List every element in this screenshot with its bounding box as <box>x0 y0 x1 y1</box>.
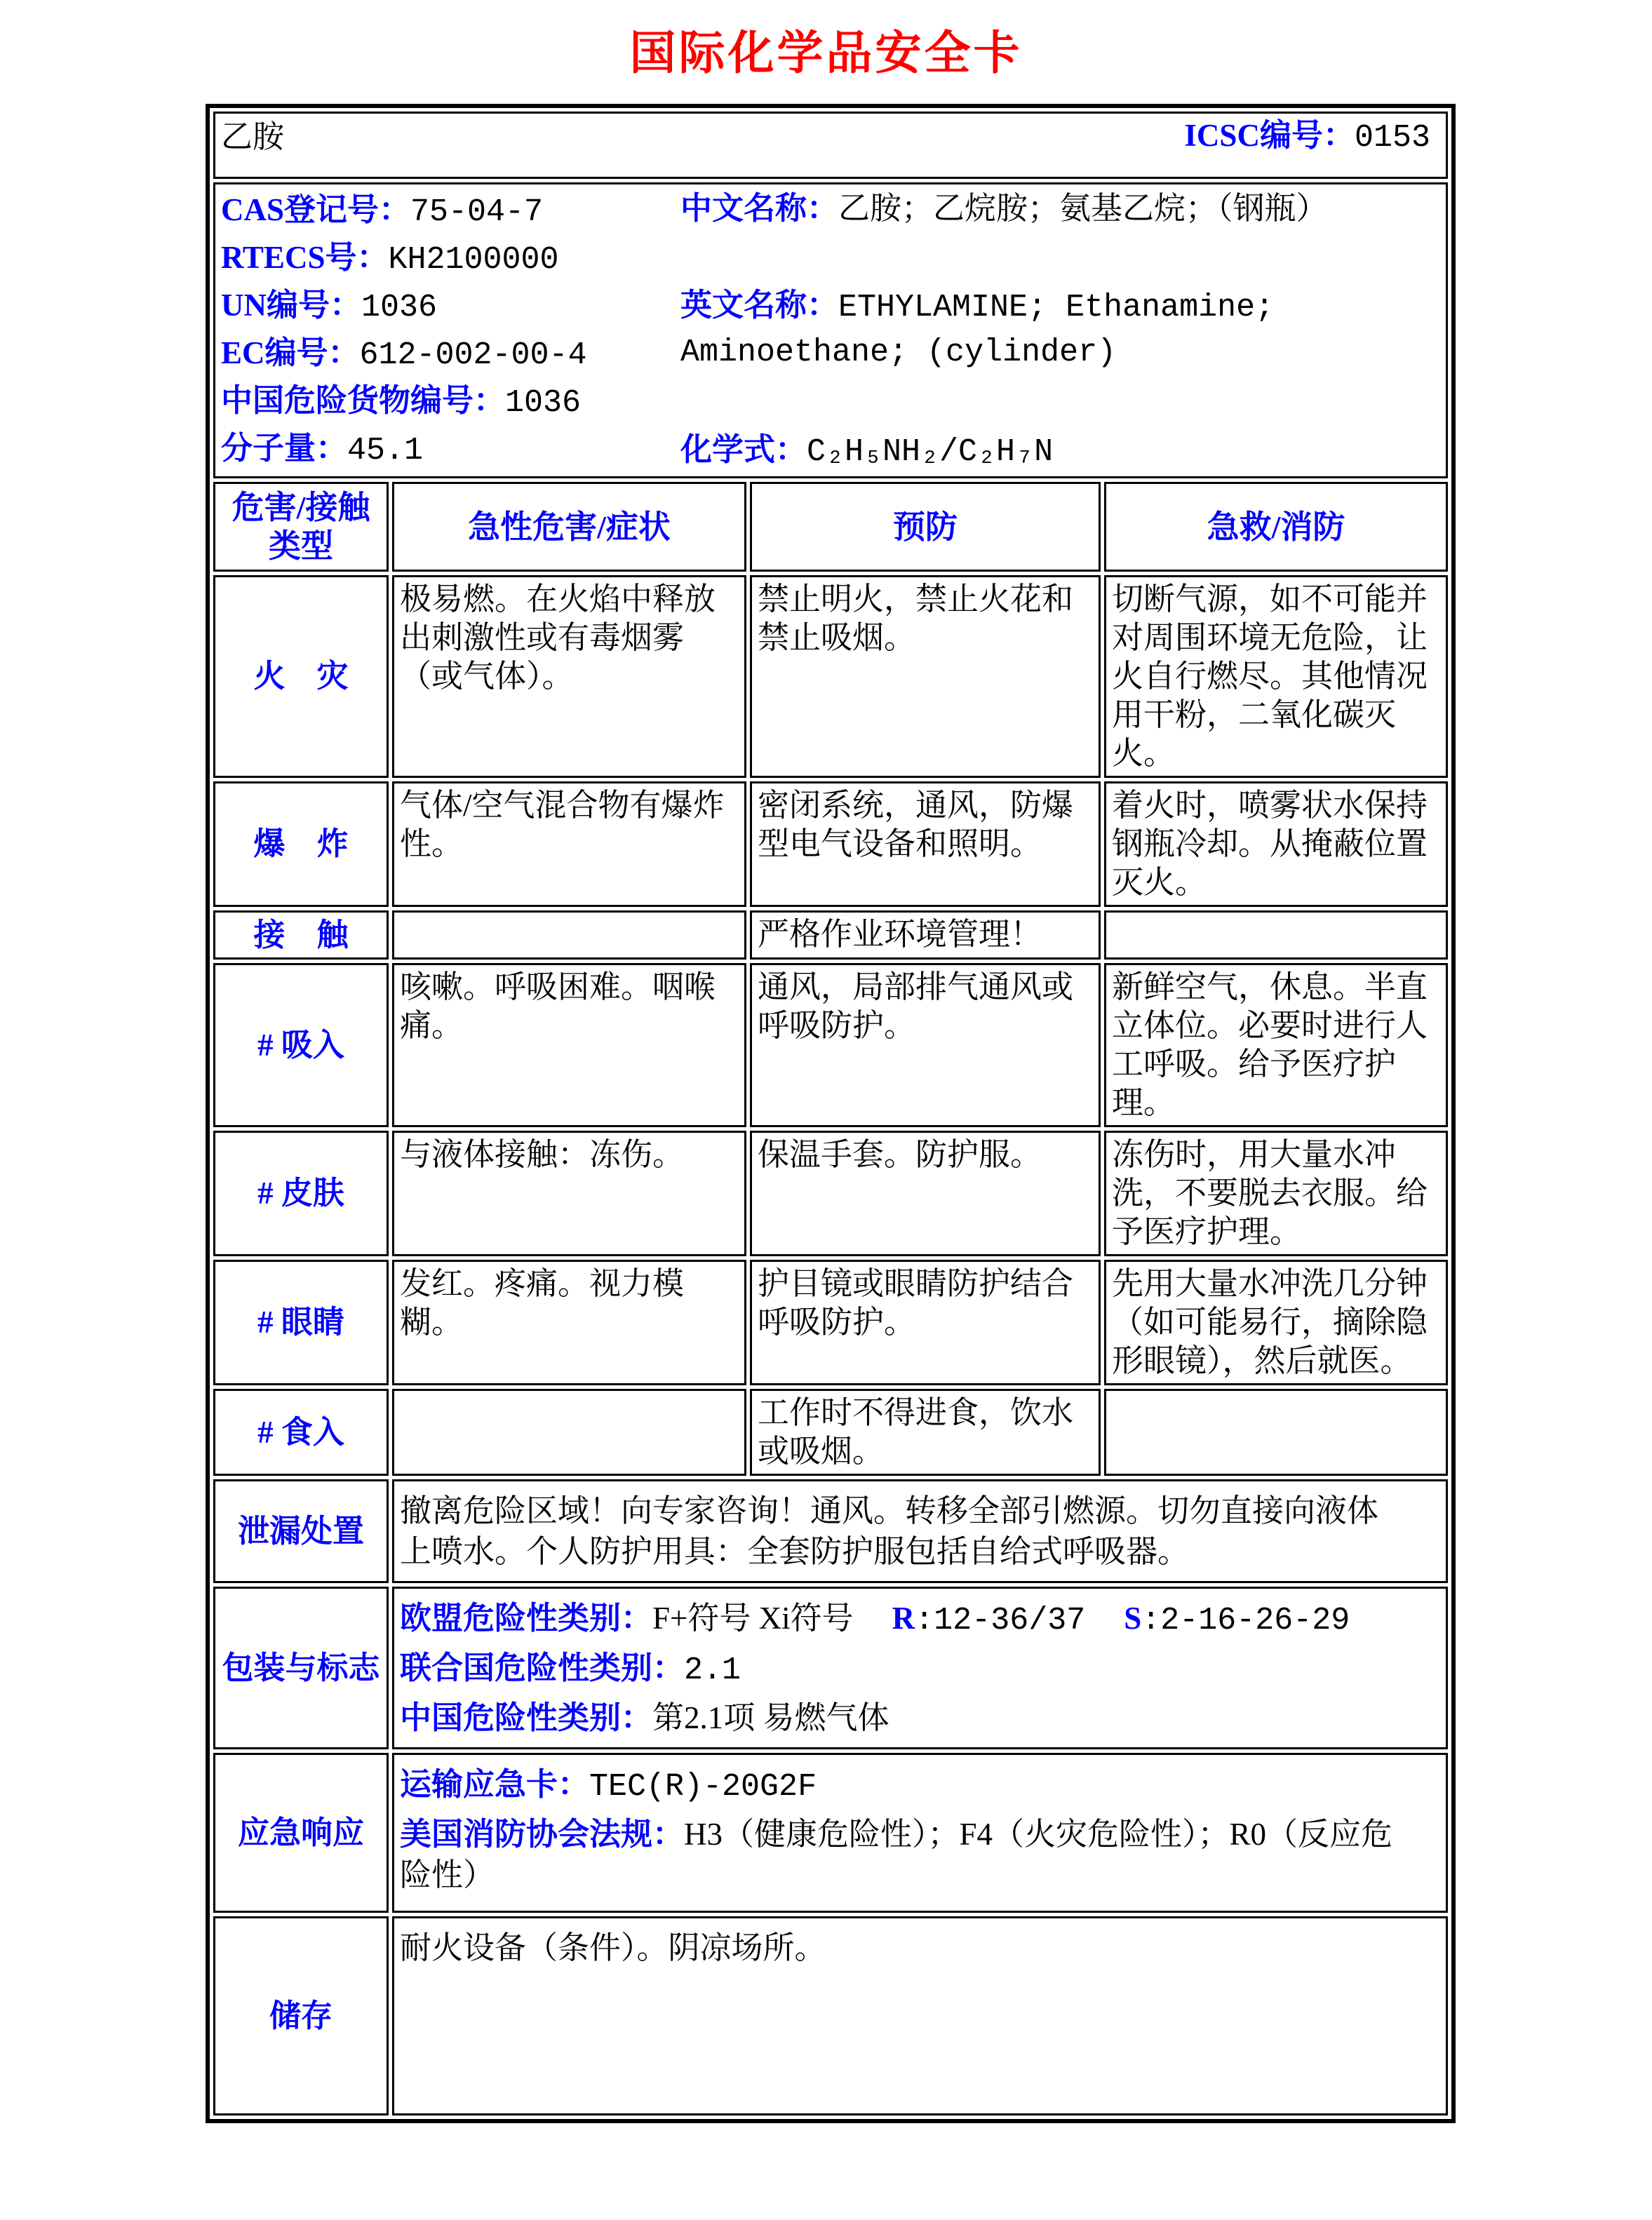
icsc-number-group <box>1184 116 1440 157</box>
chinese-name-label: 中文名称： <box>680 191 839 226</box>
r-phrases-value: :12-36/37 <box>915 1603 1086 1639</box>
inhalation-prevention: 通风，局部排气通风或呼吸防护。 <box>750 963 1101 1127</box>
china-dg-number-line <box>221 378 680 426</box>
explosion-response: 着火时，喷雾状水保持钢瓶冷却。从掩蔽位置灭火。 <box>1104 781 1448 907</box>
storage-label: 储存 <box>213 1916 389 2115</box>
packaging-labelling-label: 包装与标志 <box>213 1587 389 1749</box>
hazard-type-fire: 火 灾 <box>213 575 389 778</box>
explosion-symptoms: 气体/空气混合物有爆炸性。 <box>392 781 746 907</box>
storage-row <box>213 1916 1448 2115</box>
emergency-response-content <box>392 1753 1448 1913</box>
hazard-type-skin: # 皮肤 <box>213 1131 389 1256</box>
packaging-labelling-row <box>213 1587 1448 1749</box>
un-hazard-class-label: 联合国危险性类别： <box>400 1650 685 1686</box>
hazard-row-fire <box>213 575 1448 778</box>
header-first-aid: 急救/消防 <box>1104 482 1448 572</box>
china-dg-number-value: 1036 <box>505 385 582 421</box>
packaging-labelling-content <box>392 1587 1448 1749</box>
nfpa-code-line <box>400 1814 1407 1895</box>
english-name-label: 英文名称： <box>680 288 839 323</box>
s-phrases-label: S <box>1124 1601 1142 1636</box>
rtecs-number-value: KH2100000 <box>388 242 559 278</box>
inhalation-response: 新鲜空气，休息。半直立体位。必要时进行人工呼吸。给予医疗护理。 <box>1104 963 1448 1127</box>
spill-disposal-text: 撤离危险区域！向专家咨询！通风。转移全部引燃源。切勿直接向液体上喷水。个人防护用具：全套防护服包括自给式呼吸器。 <box>400 1493 1379 1569</box>
cas-number-label: CAS登记号： <box>221 192 411 227</box>
un-hazard-class-line <box>400 1648 1407 1691</box>
chemical-name: 乙胺 <box>221 119 285 154</box>
hazard-row-explosion <box>213 781 1448 907</box>
english-name-line <box>680 284 1382 374</box>
spill-disposal-label: 泄漏处置 <box>213 1479 389 1583</box>
ec-number-line <box>221 330 680 378</box>
explosion-prevention: 密闭系统，通风，防爆型电气设备和照明。 <box>750 781 1101 907</box>
hazard-type-eyes: # 眼睛 <box>213 1260 389 1385</box>
storage-content <box>392 1916 1448 2115</box>
spill-disposal-row <box>213 1479 1448 1583</box>
ingestion-symptoms <box>392 1389 746 1476</box>
hazard-type-inhalation: # 吸入 <box>213 963 389 1127</box>
identifier-list <box>221 187 680 473</box>
inhalation-symptoms: 咳嗽。呼吸困难。咽喉痛。 <box>392 963 746 1127</box>
r-phrases-label: R <box>892 1601 915 1636</box>
ec-number-label: EC编号： <box>221 335 360 370</box>
un-number-line <box>221 283 680 330</box>
hazard-type-explosion: 爆 炸 <box>213 781 389 907</box>
chemical-formula-value: C₂H₅NH₂/C₂H₇N <box>807 434 1054 470</box>
cas-number-value: 75-04-7 <box>410 194 544 230</box>
page-title: 国际化学品安全卡 <box>629 28 1023 79</box>
icsc-card-table <box>206 104 1456 2123</box>
s-phrases-value: :2-16-26-29 <box>1141 1603 1350 1639</box>
molecular-weight-line <box>221 426 680 473</box>
chinese-name-line <box>680 187 1440 229</box>
rtecs-number-label: RTECS号： <box>221 240 389 275</box>
cas-number-line <box>221 187 680 235</box>
contact-prevention: 严格作业环境管理！ <box>750 910 1101 960</box>
fire-prevention: 禁止明火，禁止火花和禁止吸烟。 <box>750 575 1101 778</box>
un-number-value: 1036 <box>361 290 438 325</box>
china-dg-number-label: 中国危险货物编号： <box>221 383 506 418</box>
china-hazard-class-label: 中国危险性类别： <box>400 1700 653 1735</box>
china-hazard-class-line <box>400 1697 1407 1738</box>
chemical-formula-line <box>680 429 1440 473</box>
un-number-label: UN编号： <box>221 288 361 323</box>
eu-hazard-class-value: F+符号 Xi符号 <box>652 1601 854 1636</box>
hazard-row-inhalation <box>213 963 1448 1127</box>
nfpa-code-label: 美国消防协会法规： <box>400 1817 685 1852</box>
header-hazard-type: 危害/接触类型 <box>213 482 389 572</box>
spill-disposal-content <box>392 1479 1448 1583</box>
eyes-symptoms: 发红。疼痛。视力模糊。 <box>392 1260 746 1385</box>
english-name-value: ETHYLAMINE; Ethanamine; Aminoethane; (cylinder) <box>680 290 1275 370</box>
molecular-weight-label: 分子量： <box>221 431 348 466</box>
contact-symptoms <box>392 910 746 960</box>
hazard-type-contact: 接 触 <box>213 910 389 960</box>
eu-hazard-class-label: 欧盟危险性类别： <box>400 1601 653 1636</box>
emergency-response-row <box>213 1753 1448 1913</box>
header-acute-symptoms: 急性危害/症状 <box>392 482 746 572</box>
ec-number-value: 612-002-00-4 <box>359 337 587 373</box>
transport-emergency-card-label: 运输应急卡： <box>400 1767 590 1802</box>
ingestion-prevention: 工作时不得进食，饮水或吸烟。 <box>750 1389 1101 1476</box>
nfpa-code-value: H3（健康危险性）；F4（火灾危险性）；R0（反应危险性） <box>400 1817 1393 1892</box>
name-formula-list <box>680 187 1440 473</box>
transport-emergency-card-line <box>400 1764 1407 1808</box>
fire-symptoms: 极易燃。在火焰中释放出刺激性或有毒烟雾（或气体）。 <box>392 575 746 778</box>
hazard-row-ingestion <box>213 1389 1448 1476</box>
contact-response <box>1104 910 1448 960</box>
rtecs-number-line <box>221 235 680 283</box>
icsc-number-label: ICSC编号： <box>1184 118 1355 153</box>
hazard-table-header-row <box>213 482 1448 572</box>
storage-text: 耐火设备（条件）。阴凉场所。 <box>400 1930 826 1965</box>
hazard-row-skin <box>213 1131 1448 1256</box>
icsc-number-value: 0153 <box>1354 120 1430 156</box>
emergency-response-label: 应急响应 <box>213 1753 389 1913</box>
eyes-prevention: 护目镜或眼睛防护结合呼吸防护。 <box>750 1260 1101 1385</box>
skin-prevention: 保温手套。防护服。 <box>750 1131 1101 1256</box>
chinese-name-value: 乙胺；乙烷胺；氨基乙烷；（钢瓶） <box>838 191 1328 226</box>
china-hazard-class-value: 第2.1项 易燃气体 <box>652 1700 889 1735</box>
ingestion-response <box>1104 1389 1448 1476</box>
skin-response: 冻伤时，用大量水冲洗，不要脱去衣服。给予医疗护理。 <box>1104 1131 1448 1256</box>
un-hazard-class-value: 2.1 <box>684 1653 741 1688</box>
skin-symptoms: 与液体接触：冻伤。 <box>392 1131 746 1256</box>
eu-hazard-class-line <box>400 1598 1407 1641</box>
identification-row <box>213 182 1448 478</box>
header-prevention: 预防 <box>750 482 1101 572</box>
hazard-type-ingestion: # 食入 <box>213 1389 389 1476</box>
molecular-weight-value: 45.1 <box>347 433 424 469</box>
eyes-response: 先用大量水冲洗几分钟（如可能易行，摘除隐形眼镜），然后就医。 <box>1104 1260 1448 1385</box>
card-header-row <box>213 112 1448 179</box>
hazard-row-contact <box>213 910 1448 960</box>
chemical-formula-label: 化学式： <box>680 432 807 467</box>
transport-emergency-card-value: TEC(R)-20G2F <box>589 1769 817 1805</box>
fire-response: 切断气源，如不可能并对周围环境无危险，让火自行燃尽。其他情况用干粉，二氧化碳灭火。 <box>1104 575 1448 778</box>
hazard-row-eyes <box>213 1260 1448 1385</box>
